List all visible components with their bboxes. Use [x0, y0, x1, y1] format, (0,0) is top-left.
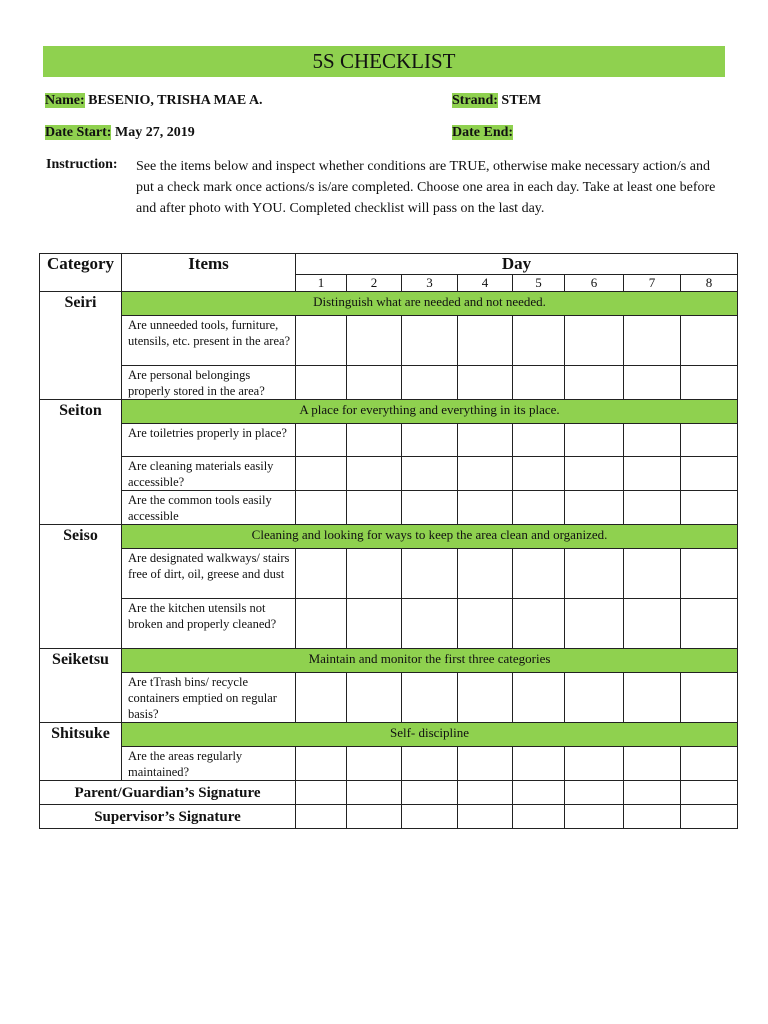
date-start-label: Date Start:	[45, 125, 112, 140]
check-cell[interactable]	[347, 491, 402, 525]
check-cell[interactable]	[624, 549, 681, 599]
category-seiton: Seiton	[40, 400, 122, 525]
check-cell[interactable]	[565, 549, 624, 599]
check-cell[interactable]	[458, 424, 513, 457]
checklist-item: Are designated walkways/ stairs free of dirt, oil, greese and dust	[122, 549, 296, 599]
check-cell[interactable]	[402, 747, 458, 781]
category-seiso: Seiso	[40, 525, 122, 649]
check-cell[interactable]	[296, 491, 347, 525]
date-start-field	[45, 124, 195, 142]
strand-label: Strand:	[452, 93, 498, 108]
check-cell[interactable]	[624, 457, 681, 491]
checklist-title: 5S CHECKLIST	[43, 46, 725, 77]
checklist-row	[40, 747, 738, 781]
checklist-row	[40, 366, 738, 400]
check-cell[interactable]	[296, 316, 347, 366]
check-cell[interactable]	[681, 457, 738, 491]
check-cell[interactable]	[513, 491, 565, 525]
checklist-item: Are personal belongings properly stored in the area?	[122, 366, 296, 400]
check-cell[interactable]	[458, 673, 513, 723]
signature-cell[interactable]	[347, 781, 402, 805]
day-header: Day	[296, 254, 738, 275]
signature-cell[interactable]	[565, 805, 624, 829]
day-number: 3	[402, 275, 458, 292]
checklist-table	[39, 253, 738, 829]
signature-cell[interactable]	[681, 805, 738, 829]
day-number: 4	[458, 275, 513, 292]
items-header: Items	[122, 254, 296, 292]
signature-cell[interactable]	[458, 805, 513, 829]
check-cell[interactable]	[296, 549, 347, 599]
check-cell[interactable]	[402, 673, 458, 723]
check-cell[interactable]	[681, 491, 738, 525]
check-cell[interactable]	[458, 316, 513, 366]
check-cell[interactable]	[347, 549, 402, 599]
check-cell[interactable]	[347, 457, 402, 491]
check-cell[interactable]	[347, 424, 402, 457]
check-cell[interactable]	[624, 366, 681, 400]
check-cell[interactable]	[681, 316, 738, 366]
check-cell[interactable]	[296, 366, 347, 400]
checklist-row	[40, 457, 738, 491]
category-seiketsu: Seiketsu	[40, 649, 122, 723]
check-cell[interactable]	[681, 599, 738, 649]
category-description: A place for everything and everything in its place.	[122, 400, 738, 424]
day-number: 2	[347, 275, 402, 292]
category-header: Category	[40, 254, 122, 292]
check-cell[interactable]	[402, 457, 458, 491]
checklist-item: Are tTrash bins/ recycle containers emptied on regular basis?	[122, 673, 296, 723]
signature-label: Supervisor’s Signature	[40, 805, 296, 829]
check-cell[interactable]	[565, 424, 624, 457]
check-cell[interactable]	[347, 673, 402, 723]
strand-field	[452, 92, 541, 110]
category-description: Cleaning and looking for ways to keep the area clean and organized.	[122, 525, 738, 549]
check-cell[interactable]	[565, 457, 624, 491]
check-cell[interactable]	[458, 549, 513, 599]
check-cell[interactable]	[296, 599, 347, 649]
strand-value: STEM	[501, 93, 542, 108]
day-number: 1	[296, 275, 347, 292]
check-cell[interactable]	[681, 366, 738, 400]
check-cell[interactable]	[402, 424, 458, 457]
check-cell[interactable]	[624, 316, 681, 366]
signature-row	[40, 781, 738, 805]
date-end-label: Date End:	[452, 125, 514, 140]
name-field	[45, 92, 263, 110]
check-cell[interactable]	[565, 673, 624, 723]
checklist-row	[40, 491, 738, 525]
checklist-item: Are unneeded tools, furniture, utensils, etc. present in the area?	[122, 316, 296, 366]
check-cell[interactable]	[458, 599, 513, 649]
check-cell[interactable]	[565, 747, 624, 781]
date-end-field	[452, 124, 513, 142]
checklist-item: Are the areas regularly maintained?	[122, 747, 296, 781]
category-seiri: Seiri	[40, 292, 122, 400]
check-cell[interactable]	[513, 549, 565, 599]
check-cell[interactable]	[402, 366, 458, 400]
signature-cell[interactable]	[624, 805, 681, 829]
instruction-text: See the items below and inspect whether conditions are TRUE, otherwise make necessary action/s and put a check mark once actions/s is/are completed. Choose one area in each day. Take at least one before and after photo with YOU. Completed checklist will pass on the last day.	[136, 159, 716, 216]
check-cell[interactable]	[458, 457, 513, 491]
check-cell[interactable]	[513, 424, 565, 457]
check-cell[interactable]	[624, 673, 681, 723]
checklist-item: Are cleaning materials easily accessible?	[122, 457, 296, 491]
check-cell[interactable]	[681, 673, 738, 723]
day-number: 7	[624, 275, 681, 292]
check-cell[interactable]	[565, 366, 624, 400]
signature-cell[interactable]	[402, 781, 458, 805]
category-description: Distinguish what are needed and not needed.	[122, 292, 738, 316]
signature-cell[interactable]	[681, 781, 738, 805]
day-number: 6	[565, 275, 624, 292]
check-cell[interactable]	[624, 424, 681, 457]
check-cell[interactable]	[458, 491, 513, 525]
check-cell[interactable]	[681, 747, 738, 781]
check-cell[interactable]	[513, 673, 565, 723]
check-cell[interactable]	[296, 673, 347, 723]
check-cell[interactable]	[296, 457, 347, 491]
signature-cell[interactable]	[296, 805, 347, 829]
name-value: BESENIO, TRISHA MAE A.	[88, 93, 263, 108]
check-cell[interactable]	[565, 599, 624, 649]
check-cell[interactable]	[624, 599, 681, 649]
checklist-row	[40, 549, 738, 599]
checklist-row	[40, 599, 738, 649]
checklist-row	[40, 673, 738, 723]
check-cell[interactable]	[347, 747, 402, 781]
check-cell[interactable]	[402, 599, 458, 649]
signature-label: Parent/Guardian’s Signature	[40, 781, 296, 805]
signature-cell[interactable]	[513, 805, 565, 829]
check-cell[interactable]	[347, 316, 402, 366]
signature-row	[40, 805, 738, 829]
check-cell[interactable]	[402, 316, 458, 366]
checklist-item: Are toiletries properly in place?	[122, 424, 296, 457]
category-shitsuke: Shitsuke	[40, 723, 122, 781]
check-cell[interactable]	[513, 457, 565, 491]
checklist-item: Are the common tools easily accessible	[122, 491, 296, 525]
signature-cell[interactable]	[402, 805, 458, 829]
signature-cell[interactable]	[296, 781, 347, 805]
category-description: Self- discipline	[122, 723, 738, 747]
check-cell[interactable]	[347, 366, 402, 400]
check-cell[interactable]	[513, 599, 565, 649]
check-cell[interactable]	[402, 491, 458, 525]
checklist-item: Are the kitchen utensils not broken and properly cleaned?	[122, 599, 296, 649]
name-label: Name:	[45, 93, 85, 108]
signature-cell[interactable]	[624, 781, 681, 805]
checklist-row	[40, 424, 738, 457]
check-cell[interactable]	[513, 316, 565, 366]
signature-cell[interactable]	[458, 781, 513, 805]
check-cell[interactable]	[402, 549, 458, 599]
date-start-value: May 27, 2019	[114, 125, 195, 140]
check-cell[interactable]	[681, 424, 738, 457]
check-cell[interactable]	[565, 491, 624, 525]
check-cell[interactable]	[513, 747, 565, 781]
signature-cell[interactable]	[347, 805, 402, 829]
checklist-row	[40, 316, 738, 366]
check-cell[interactable]	[624, 491, 681, 525]
check-cell[interactable]	[296, 424, 347, 457]
check-cell[interactable]	[565, 316, 624, 366]
check-cell[interactable]	[458, 366, 513, 400]
day-number: 5	[513, 275, 565, 292]
day-number: 8	[681, 275, 738, 292]
check-cell[interactable]	[681, 549, 738, 599]
signature-cell[interactable]	[513, 781, 565, 805]
check-cell[interactable]	[624, 747, 681, 781]
check-cell[interactable]	[296, 747, 347, 781]
check-cell[interactable]	[458, 747, 513, 781]
check-cell[interactable]	[513, 366, 565, 400]
category-description: Maintain and monitor the first three categories	[122, 649, 738, 673]
instruction-label: Instruction:	[46, 157, 118, 172]
signature-cell[interactable]	[565, 781, 624, 805]
check-cell[interactable]	[347, 599, 402, 649]
